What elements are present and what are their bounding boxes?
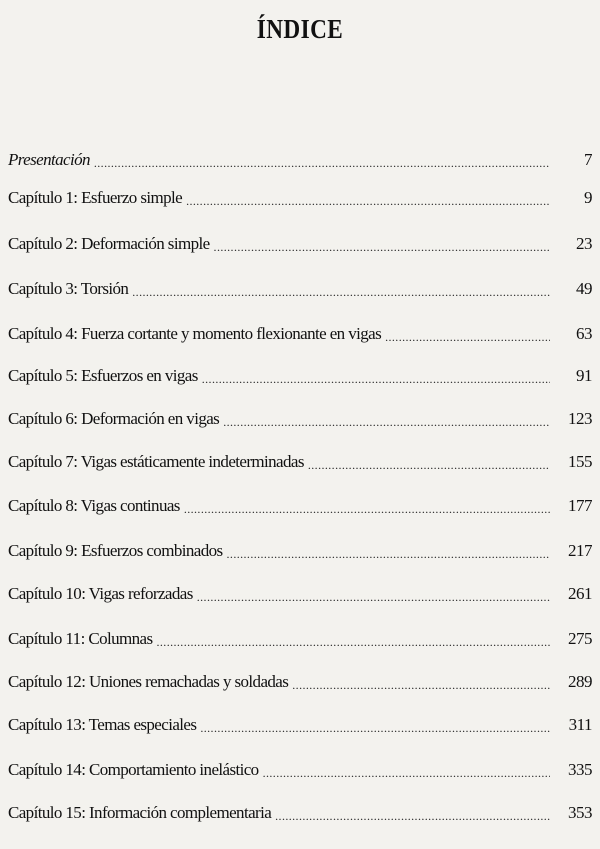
toc-entry (8, 537, 592, 561)
toc-entry (8, 799, 592, 823)
toc-entry (8, 668, 592, 692)
toc-entry-label: Capítulo 9: Esfuerzos combinados (8, 541, 223, 560)
toc-page-number: 63 (576, 324, 592, 343)
toc-entry-label: Capítulo 7: Vigas estáticamente indeterminadas (8, 452, 304, 471)
toc-entry (8, 230, 592, 254)
toc-entry (8, 580, 592, 604)
toc-entry-label: Capítulo 2: Deformación simple (8, 234, 210, 253)
toc-entry-label: Capítulo 12: Uniones remachadas y soldadas (8, 672, 289, 691)
toc-entry-label: Capítulo 15: Información complementaria (8, 803, 272, 822)
toc-page-number: 289 (568, 672, 592, 691)
toc-page-number: 91 (576, 366, 592, 385)
dot-leader (157, 629, 551, 649)
toc-page-number: 177 (568, 496, 592, 515)
toc-entry-label: Capítulo 10: Vigas reforzadas (8, 584, 193, 603)
toc-page-number: 261 (568, 584, 592, 603)
toc-page-number: 23 (576, 234, 592, 253)
toc-entry-label: Capítulo 1: Esfuerzo simple (8, 188, 183, 207)
toc-entry (8, 320, 592, 344)
toc-entry (8, 711, 592, 735)
dot-leader (214, 234, 550, 254)
toc-entry-label: Capítulo 11: Columnas (8, 629, 153, 648)
toc-page-number: 275 (568, 629, 592, 648)
toc-page-number: 7 (584, 150, 592, 169)
toc-page-number: 335 (568, 760, 592, 779)
toc-page-number: 311 (568, 715, 592, 734)
dot-leader (202, 366, 550, 386)
toc-entry (8, 625, 592, 649)
page-title: ÍNDICE (256, 14, 344, 44)
dot-leader (186, 188, 550, 208)
toc-entry-label: Capítulo 6: Deformación en vigas (8, 409, 220, 428)
toc-entry-label: Capítulo 8: Vigas continuas (8, 496, 180, 515)
toc-entry-label: Capítulo 14: Comportamiento inelástico (8, 760, 259, 779)
toc-entry-label: Capítulo 4: Fuerza cortante y momento flexionante en vigas (8, 324, 382, 343)
dot-leader (200, 715, 550, 735)
toc-page-number: 155 (568, 452, 592, 471)
dot-leader (132, 279, 550, 299)
dot-leader (227, 541, 550, 561)
toc-entry (8, 275, 592, 299)
dot-leader (184, 496, 550, 516)
toc-page-number: 123 (568, 409, 592, 428)
toc-entry (8, 184, 592, 208)
toc-page-number: 217 (568, 541, 592, 560)
toc-entry (8, 492, 592, 516)
toc-entry (8, 405, 592, 429)
toc-entry-label: Capítulo 13: Temas especiales (8, 715, 197, 734)
toc-entry-label: Presentación (8, 150, 90, 169)
dot-leader (308, 452, 550, 472)
dot-leader (385, 324, 550, 344)
toc-entry (8, 756, 592, 780)
dot-leader (94, 150, 550, 170)
dot-leader (197, 584, 550, 604)
toc-page-number: 49 (576, 279, 592, 298)
dot-leader (292, 672, 550, 692)
toc-entry (8, 362, 592, 386)
dot-leader (223, 409, 550, 429)
toc-page-number: 9 (584, 188, 592, 207)
dot-leader (263, 760, 550, 780)
toc-page-number: 353 (568, 803, 592, 822)
toc-entry-label: Capítulo 3: Torsión (8, 279, 129, 298)
toc-entry (8, 146, 592, 170)
toc-entry-label: Capítulo 5: Esfuerzos en vigas (8, 366, 198, 385)
dot-leader (275, 803, 550, 823)
toc-entry (8, 448, 592, 472)
